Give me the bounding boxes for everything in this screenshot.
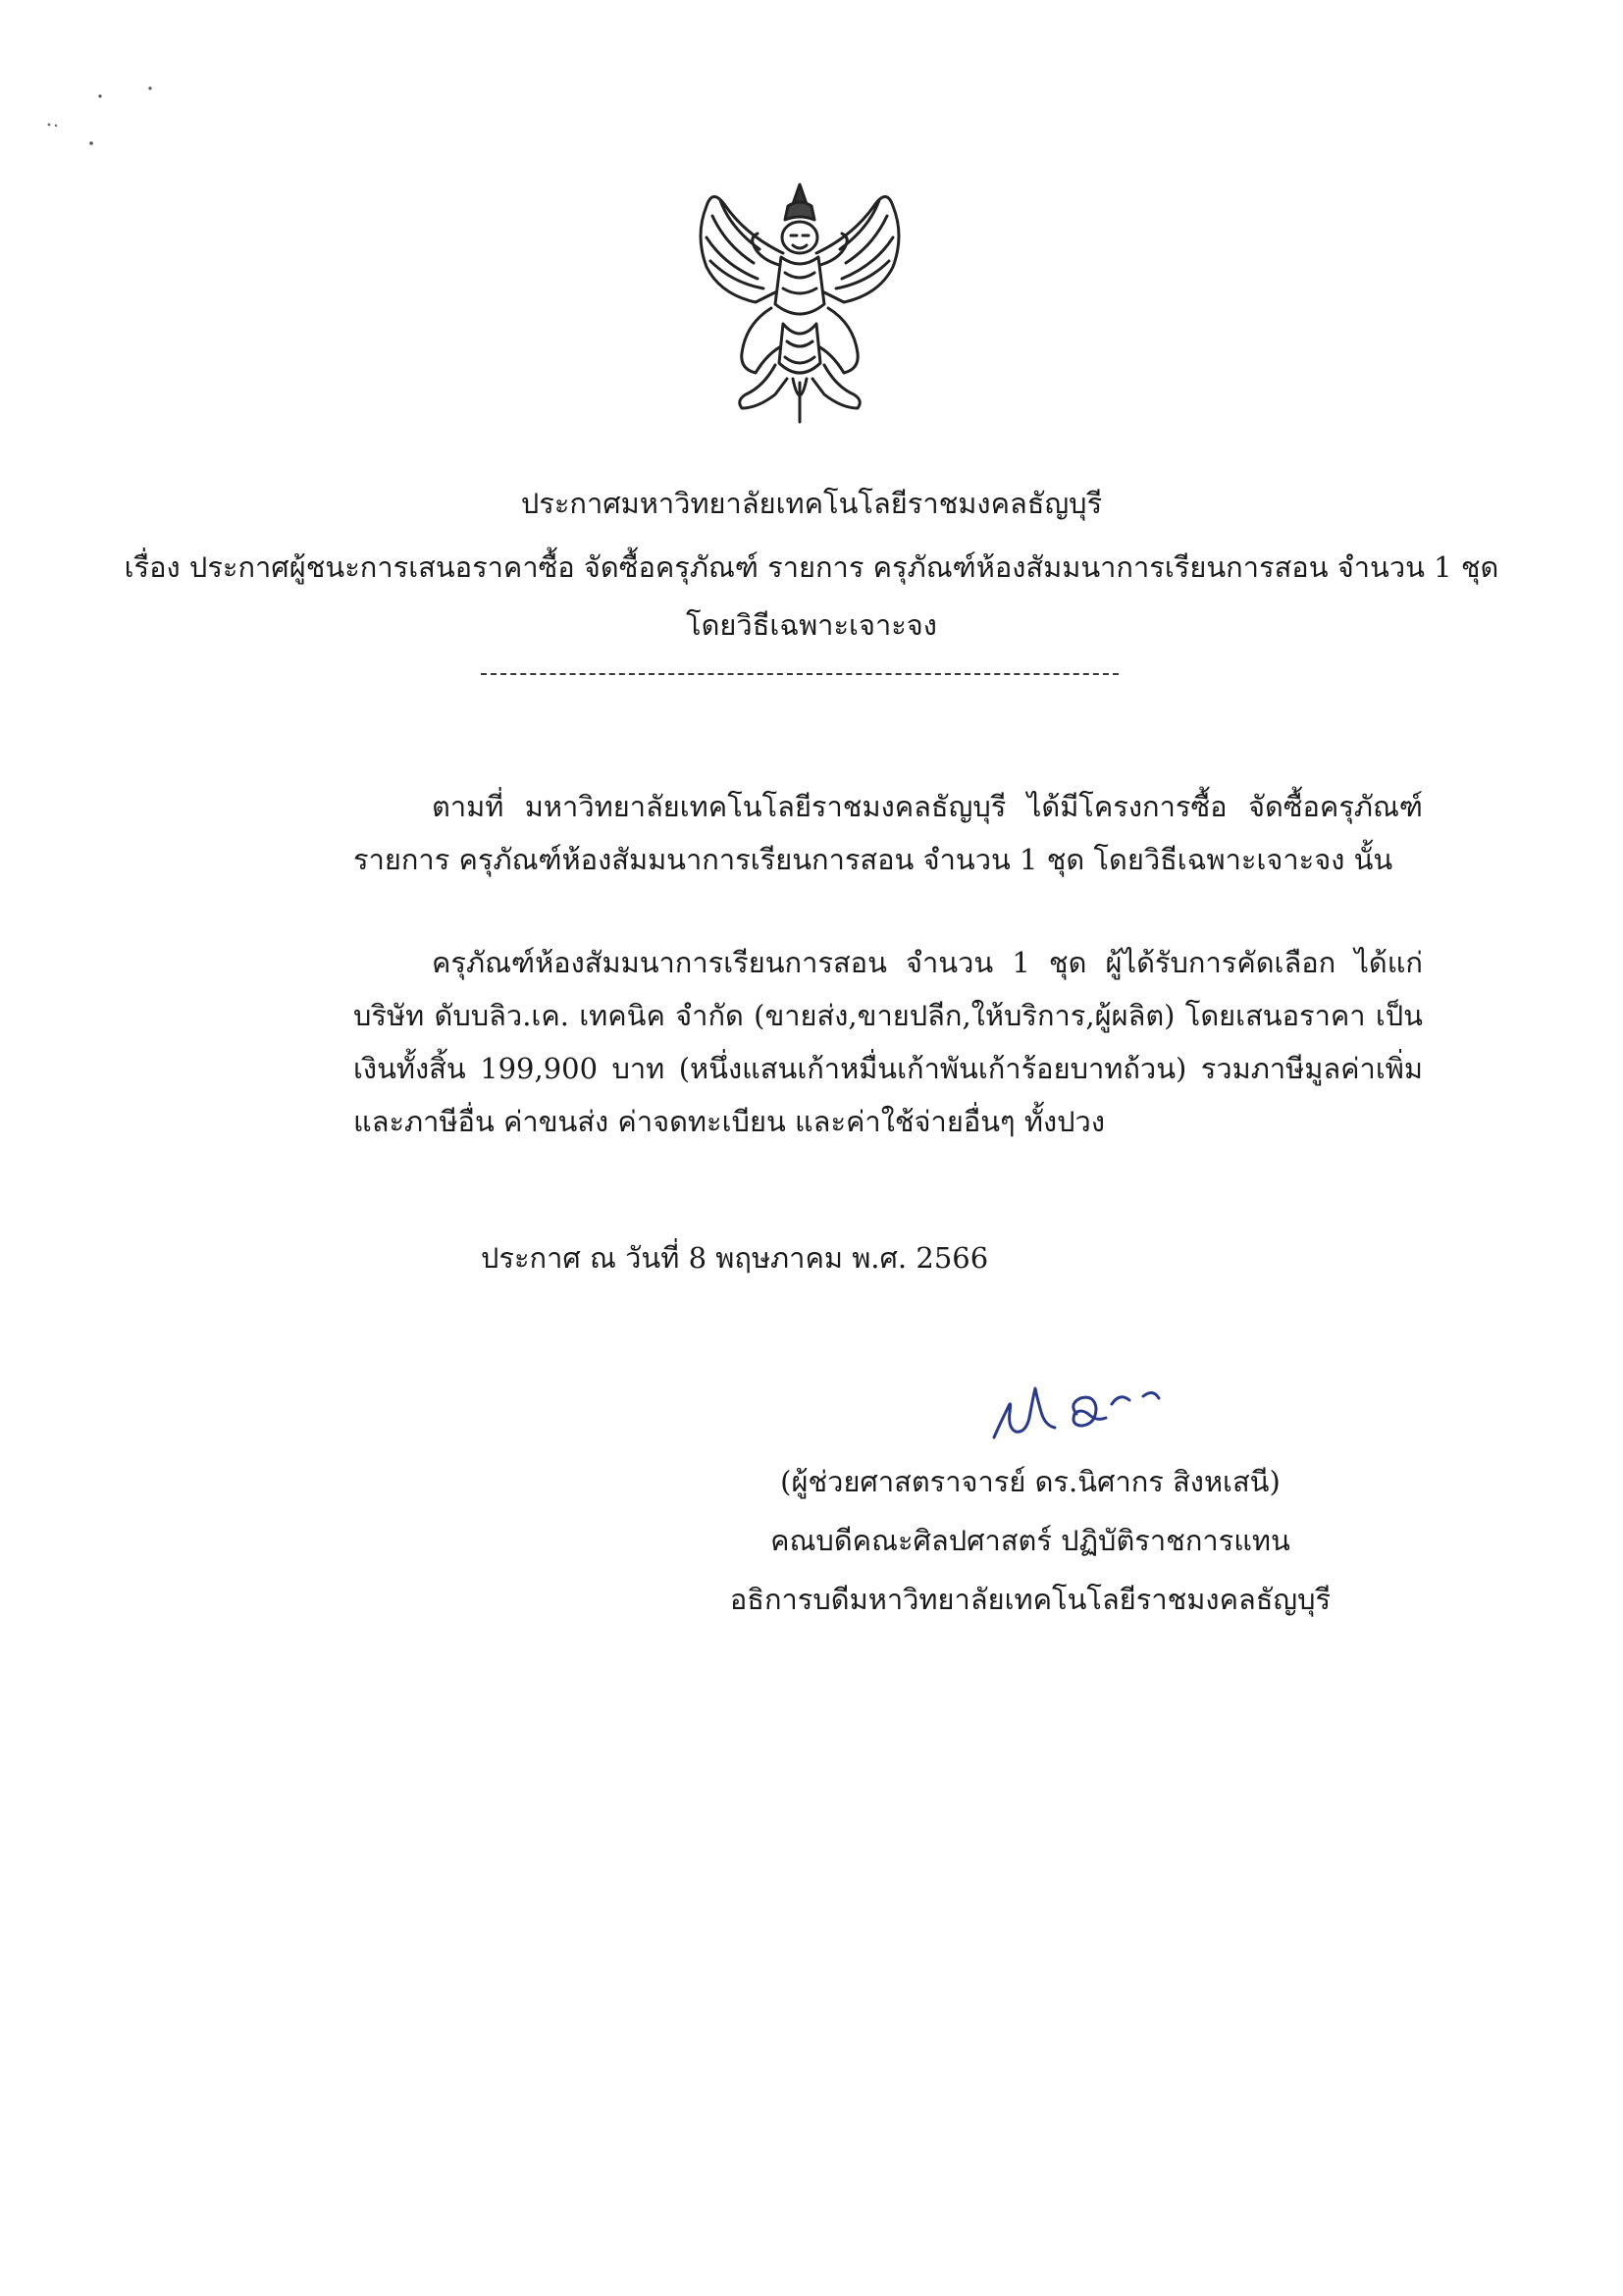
signatory-position: คณบดีคณะศิลปศาสตร์ ปฏิบัติราชการแทน bbox=[770, 1524, 1290, 1557]
subject-line: เรื่อง ประกาศผู้ชนะการเสนอราคาซื้อ จัดซื้อครุภัณฑ์ รายการ ครุภัณฑ์ห้องสัมมนาการเรียนการสอน จำนวน 1 ชุด bbox=[124, 550, 1499, 584]
signatory-on-behalf: อธิการบดีมหาวิทยาลัยเทคโนโลยีราชมงคลธัญบุรี bbox=[729, 1583, 1332, 1616]
org-heading: ประกาศมหาวิทยาลัยเทคโนโลยีราชมงคลธัญบุรี bbox=[520, 487, 1103, 520]
garuda-emblem bbox=[677, 177, 922, 432]
announcement-date: ประกาศ ณ วันที่ 8 พฤษภาคม พ.ศ. 2566 bbox=[481, 1241, 989, 1275]
method-line: โดยวิธีเฉพาะเจาะจง bbox=[686, 608, 937, 642]
paragraph-award: ครุภัณฑ์ห้องสัมมนาการเรียนการสอน จำนวน 1 ชุด ผู้ได้รับการคัดเลือก ได้แก่ บริษัท ดับบลิว.เค. เทคนิค จำกัด (ขายส่ง,ขายปลีก,ให้บริการ,ผู้ผลิต) โดยเสนอราคา เป็นเงินทั้งสิ้น 199,900 บาท (หนึ่งแสนเก้าหมื่นเก้าพันเก้าร้อยบาทถ้วน) รวมภาษีมูลค่าเพิ่มและภาษีอื่น ค่าขนส่ง ค่าจดทะเบียน และค่าใช้จ่ายอื่นๆ ทั้งปวง bbox=[353, 946, 1423, 1138]
divider-line bbox=[481, 673, 1119, 675]
paragraph-intro: ตามที่ มหาวิทยาลัยเทคโนโลยีราชมงคลธัญบุรี ได้มีโครงการซื้อ จัดซื้อครุภัณฑ์ รายการ ครุภัณฑ์ห้องสัมมนาการเรียนการสอน จำนวน 1 ชุด โดยวิธีเฉพาะเจาะจง นั้น bbox=[353, 790, 1423, 876]
handwritten-signature bbox=[986, 1369, 1231, 1457]
signatory-name: (ผู้ช่วยศาสตราจารย์ ดร.นิศากร สิงหเสนี) bbox=[780, 1465, 1281, 1498]
scan-specks bbox=[29, 78, 167, 157]
